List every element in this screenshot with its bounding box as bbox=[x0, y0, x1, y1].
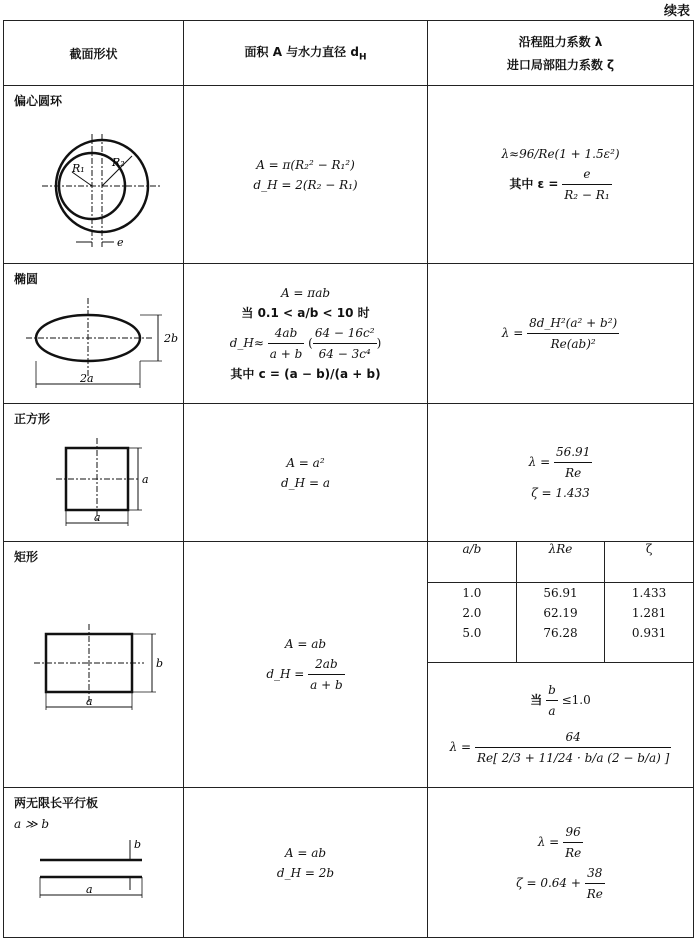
shape-cell-rectangle bbox=[4, 542, 184, 788]
area-formula: A = ab bbox=[284, 845, 327, 860]
hydraulic-diameter-formula: d_H = a bbox=[281, 475, 330, 490]
row-ellipse bbox=[4, 264, 694, 404]
lambda-re-values: 56.91 62.19 76.28 bbox=[516, 582, 604, 662]
shape-cell-ellipse bbox=[4, 264, 184, 404]
row-eccentric-annulus bbox=[4, 86, 694, 264]
area-formula: A = a² bbox=[286, 455, 325, 470]
area-cell-rectangle bbox=[184, 542, 428, 788]
rectangle-lambda-formula-cell bbox=[428, 662, 693, 786]
epsilon-definition: 其中 ε = $\frac{e}{\text{R₂ − R₁}}$ bbox=[428, 164, 693, 205]
shape-cell-square bbox=[4, 404, 184, 542]
area-cell-square bbox=[184, 404, 428, 542]
header-friction: 沿程阻力系数 λ bbox=[518, 35, 603, 49]
condition: 当 $\frac{b}{a}$ ≤1.0 bbox=[428, 680, 693, 721]
label-a: a bbox=[86, 695, 93, 708]
label-r2: R₂ bbox=[112, 156, 125, 169]
area-cell-eccentric bbox=[184, 86, 428, 264]
shape-name: 偏心圆环 bbox=[14, 94, 63, 108]
header-inlet: 进口局部阻力系数 ζ bbox=[506, 58, 615, 72]
label-e: e bbox=[117, 236, 124, 249]
row-parallel-plates bbox=[4, 788, 694, 938]
shape-name: 两无限长平行板 bbox=[14, 796, 99, 810]
area-cell-ellipse bbox=[184, 264, 428, 404]
coefficient-cell-square bbox=[428, 404, 694, 542]
lambda-formula: λ≈96/Re(1 + 1.5ε²) bbox=[501, 147, 620, 161]
area-formula: A = πab bbox=[280, 286, 331, 300]
hydraulic-diameter-formula: d_H = $\frac{2ab}{a + b}$ bbox=[184, 654, 427, 695]
label-a-side: a bbox=[142, 473, 149, 486]
label-r1: R₁ bbox=[72, 162, 85, 175]
coefficient-cell-ellipse bbox=[428, 264, 694, 404]
lambda-formula: λ = $\frac{96}{Re}$ bbox=[428, 822, 693, 863]
sub-table-formula-row bbox=[428, 662, 693, 786]
condition: 当 0.1 < a/b < 10 时 bbox=[241, 306, 370, 320]
header-coefficients bbox=[428, 21, 694, 86]
hydraulic-diameter-formula: d_H≈ $\frac{4ab}{a + b}$ ( $\frac{\text{64 − 16c²}}{\text{64 − 3c⁴}}$ ) bbox=[184, 323, 427, 364]
zeta-formula: ζ = 0.64 + $\frac{38}{Re}$ bbox=[428, 863, 693, 904]
label-2a: 2a bbox=[80, 372, 94, 385]
zeta-values: 1.433 1.281 0.931 bbox=[605, 582, 693, 662]
ellipse-figure bbox=[14, 288, 184, 403]
a-over-b-values: 1.0 2.0 5.0 bbox=[428, 582, 516, 662]
aspect-ratio-table bbox=[428, 542, 693, 786]
continued-label: 续表 bbox=[663, 4, 690, 19]
header-area-hydraulic: 面积 A 与水力直径 $d_H$ bbox=[184, 21, 428, 86]
area-cell-plates bbox=[184, 788, 428, 938]
shape-name: 椭圆 bbox=[14, 272, 39, 286]
col-zeta: ζ bbox=[605, 542, 693, 582]
label-b: b bbox=[156, 657, 164, 670]
lambda-formula: λ = $\frac{64}{Re[ 2/3 + 11/24 \cdot b/a (2 - b/a) ]}$ bbox=[428, 727, 693, 768]
coefficient-cell-eccentric bbox=[428, 86, 694, 264]
coefficient-cell-rectangle bbox=[428, 542, 694, 788]
row-square bbox=[4, 404, 694, 542]
shape-cell-plates bbox=[4, 788, 184, 938]
eccentric-annulus-figure bbox=[14, 112, 184, 262]
label-a: a bbox=[86, 883, 93, 896]
plates-condition: a ≫ b bbox=[14, 817, 50, 831]
zeta-value: ζ = 1.433 bbox=[531, 486, 590, 500]
parallel-plates-figure bbox=[14, 840, 184, 920]
header-row bbox=[4, 21, 694, 86]
shape-cell-eccentric bbox=[4, 86, 184, 264]
hydraulic-diameter-formula: d_H = 2(R₂ − R₁) bbox=[253, 177, 358, 192]
c-definition: 其中 c = (a − b)/(a + b) bbox=[230, 367, 381, 381]
square-figure bbox=[14, 430, 184, 540]
label-b: b bbox=[134, 840, 142, 851]
hydraulic-diameter-formula: d_H = 2b bbox=[276, 865, 335, 880]
sub-table-body bbox=[428, 582, 693, 662]
label-a-bottom: a bbox=[94, 511, 101, 524]
rectangle-figure bbox=[14, 622, 189, 732]
label-2b: 2b bbox=[164, 332, 179, 345]
col-lambda-re: λRe bbox=[516, 542, 604, 582]
lambda-formula: λ = $\frac{56.91}{Re}$ bbox=[428, 442, 693, 483]
col-a-over-b: a/b bbox=[428, 542, 516, 582]
cross-section-table bbox=[3, 20, 694, 938]
header-shape: 截面形状 bbox=[4, 21, 184, 86]
area-formula: A = ab bbox=[284, 637, 327, 651]
row-rectangle bbox=[4, 542, 694, 788]
area-formula: A = π(R₂² − R₁²) bbox=[256, 157, 355, 172]
shape-name: 矩形 bbox=[14, 550, 39, 564]
coefficient-cell-plates bbox=[428, 788, 694, 938]
shape-name: 正方形 bbox=[14, 412, 51, 426]
lambda-formula: λ = $\frac{\text{8d\_H²(a² + b²)}}{\text{Re(ab)²}}$ bbox=[428, 313, 693, 354]
sub-table-header bbox=[428, 542, 693, 582]
